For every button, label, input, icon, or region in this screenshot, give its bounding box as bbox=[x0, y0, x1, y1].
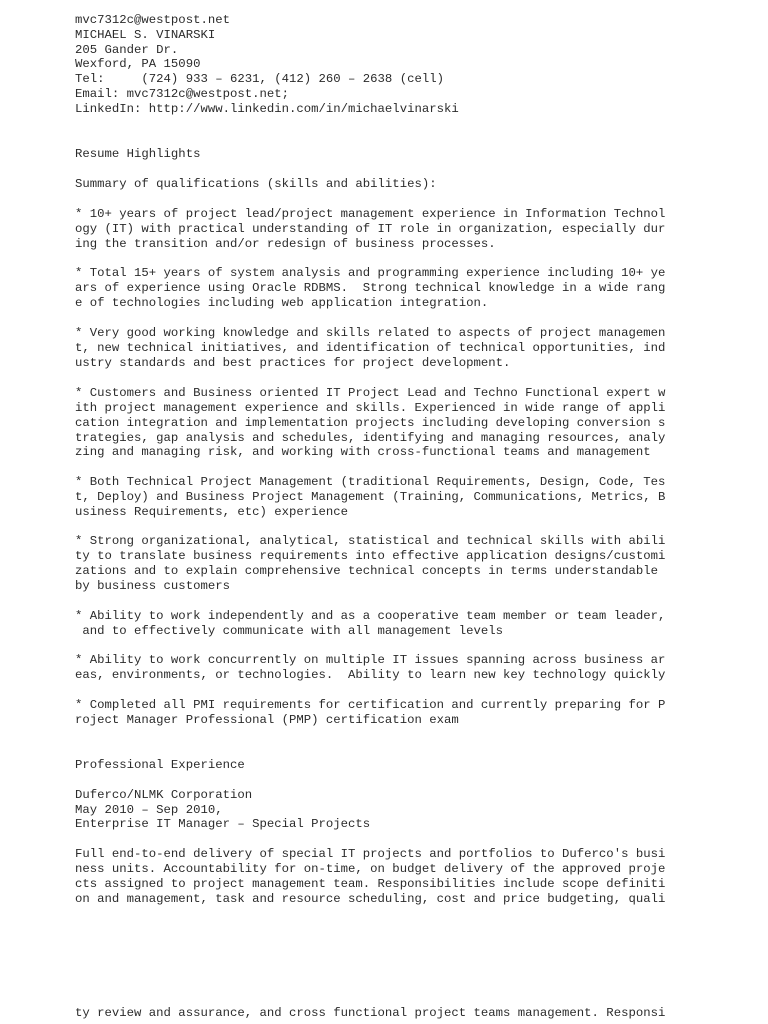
bullet-line: by business customers bbox=[75, 579, 230, 593]
address-line-1: 205 Gander Dr. bbox=[75, 43, 179, 57]
resume-highlights-heading: Resume Highlights bbox=[75, 147, 201, 161]
bullet-line: * Customers and Business oriented IT Project Lead and Techno Functional expert w bbox=[75, 386, 666, 400]
bullet-line: trategies, gap analysis and schedules, identifying and managing resources, analy bbox=[75, 431, 666, 445]
description-line: Full end-to-end delivery of special IT projects and portfolios to Duferco's busi bbox=[75, 847, 666, 861]
professional-experience-heading: Professional Experience bbox=[75, 758, 245, 772]
bullet-line: e of technologies including web application integration. bbox=[75, 296, 489, 310]
bullet-line: * Total 15+ years of system analysis and programming experience including 10+ ye bbox=[75, 266, 666, 280]
phone-numbers: Tel: (724) 933 – 6231, (412) 260 – 2638 (cell) bbox=[75, 72, 444, 86]
bullet-line: * Completed all PMI requirements for certification and currently preparing for P bbox=[75, 698, 666, 712]
bullet-line: zing and managing risk, and working with cross-functional teams and management bbox=[75, 445, 651, 459]
employment-dates: May 2010 – Sep 2010, bbox=[75, 803, 223, 817]
candidate-name: MICHAEL S. VINARSKI bbox=[75, 28, 216, 42]
bullet-line: usiness Requirements, etc) experience bbox=[75, 505, 349, 519]
linkedin-url: LinkedIn: http://www.linkedin.com/in/michaelvinarski bbox=[75, 102, 459, 116]
bullet-line: ars of experience using Oracle RDBMS. Strong technical knowledge in a wide rang bbox=[75, 281, 666, 295]
bullet-line: ing the transition and/or redesign of business processes. bbox=[75, 237, 496, 251]
bullet-line: ustry standards and best practices for project development. bbox=[75, 356, 511, 370]
bullet-line: ith project management experience and skills. Experienced in wide range of appli bbox=[75, 401, 666, 415]
company-name: Duferco/NLMK Corporation bbox=[75, 788, 253, 802]
bullet-line: * Very good working knowledge and skills related to aspects of project managemen bbox=[75, 326, 666, 340]
description-line: ness units. Accountability for on-time, on budget delivery of the approved proje bbox=[75, 862, 666, 876]
bullet-line: t, new technical initiatives, and identification of technical opportunities, ind bbox=[75, 341, 666, 355]
bullet-line: * Both Technical Project Management (traditional Requirements, Design, Code, Tes bbox=[75, 475, 666, 489]
description-continuation-line: ty review and assurance, and cross functional project teams management. Responsi bbox=[75, 1006, 666, 1020]
bullet-line: * Strong organizational, analytical, statistical and technical skills with abili bbox=[75, 534, 666, 548]
summary-heading: Summary of qualifications (skills and abilities): bbox=[75, 177, 437, 191]
bullet-line: ty to translate business requirements into effective application designs/customi bbox=[75, 549, 666, 563]
bullet-line: * Ability to work independently and as a cooperative team member or team leader, bbox=[75, 609, 666, 623]
bullet-line: ogy (IT) with practical understanding of IT role in organization, especially dur bbox=[75, 222, 666, 236]
contact-email: Email: mvc7312c@westpost.net; bbox=[75, 87, 290, 101]
description-line: cts assigned to project management team. Responsibilities include scope definiti bbox=[75, 877, 666, 891]
header-email-top: mvc7312c@westpost.net bbox=[75, 13, 230, 27]
bullet-line: zations and to explain comprehensive technical concepts in terms understandable bbox=[75, 564, 658, 578]
bullet-line: * 10+ years of project lead/project management experience in Information Technol bbox=[75, 207, 666, 221]
bullet-line: roject Manager Professional (PMP) certification exam bbox=[75, 713, 459, 727]
description-line: on and management, task and resource scheduling, cost and price budgeting, quali bbox=[75, 892, 666, 906]
bullet-line: eas, environments, or technologies. Ability to learn new key technology quickly bbox=[75, 668, 666, 682]
bullet-line: t, Deploy) and Business Project Management (Training, Communications, Metrics, B bbox=[75, 490, 666, 504]
bullet-line: * Ability to work concurrently on multiple IT issues spanning across business ar bbox=[75, 653, 666, 667]
address-line-2: Wexford, PA 15090 bbox=[75, 57, 201, 71]
job-title: Enterprise IT Manager – Special Projects bbox=[75, 817, 371, 831]
bullet-line: and to effectively communicate with all management levels bbox=[75, 624, 504, 638]
bullet-line: cation integration and implementation projects including developing conversion s bbox=[75, 416, 666, 430]
